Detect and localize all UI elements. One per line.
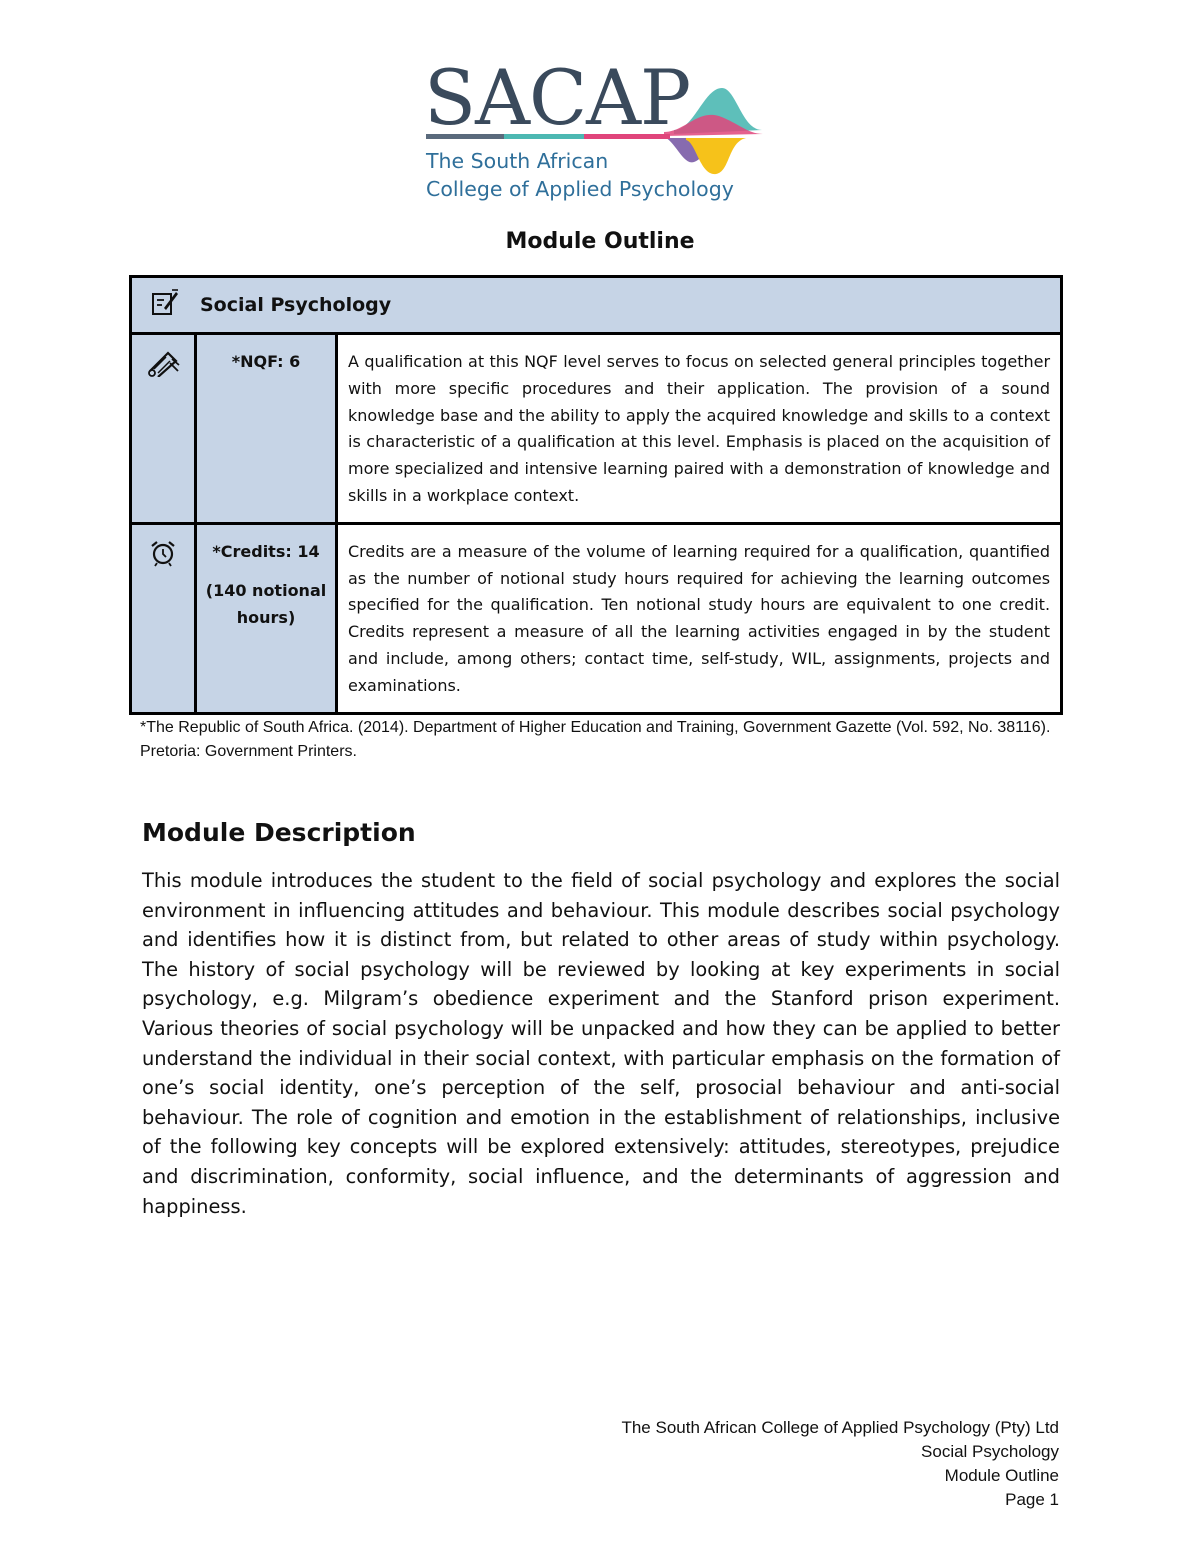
credits-description: Credits are a measure of the volume of learning required for a qualification, quantified as the number of notional study hours required for achieving the learning outcomes specified for the qualification. Ten notional study hours are equivalent to one credit. Credits represent a measure of all the learning activities engaged in by the student and include, among others; contact time, self-study, WIL, assignments, projects and examinations.: [337, 523, 1062, 713]
module-description-heading: Module Description: [142, 818, 416, 847]
notional-hours-note: (140 notional hours): [205, 580, 327, 627]
course-name: Social Psychology: [200, 294, 392, 316]
credits-label: *Credits: 14: [212, 541, 320, 561]
credits-label-cell: [196, 523, 337, 713]
module-description-body: This module introduces the student to the field of social psychology and explores the social environment in influencing attitudes and behaviour. This module describes social psychology and identifies how it is distinct from, but related to other areas of study within psychology. The history of social psychology will be reviewed by looking at key experiments in social psychology, e.g. Milgram’s obedience experiment and the Stanford prison experiment. Various theories of social psychology will be unpacked and how they can be applied to better understand the individual in their social context, with particular emphasis on the formation of one’s social identity, one’s perception of the self, prosocial behaviour and anti-social behaviour. The role of cognition and emotion in the establishment of relationships, inclusive of the following key concepts will be explored extensively: attitudes, stereotypes, prejudice and discrimination, conformity, social influence, and the determinants of aggression and happiness.: [142, 869, 1060, 1218]
logo-line-2: College of Applied Psychology: [426, 177, 734, 201]
alarm-clock-icon: [149, 552, 177, 571]
table-header-row: [131, 277, 1062, 334]
sacap-logo: [424, 58, 769, 208]
table-row: [131, 334, 1062, 524]
footer-document: Module Outline: [944, 1466, 1059, 1485]
nqf-label: *NQF: 6: [231, 352, 301, 371]
nqf-label-cell: [196, 334, 337, 524]
nqf-description: A qualification at this NQF level serves to focus on selected general principles together with more specific procedures and their application. The provision of a sound knowledge base and the ability to apply the acquired knowledge and skills to a context is characteristic of a qualification at this level. Emphasis is placed on the acquisition of more specialized and intensive learning paired with a demonstration of knowledge and skills in a workplace context.: [337, 334, 1062, 524]
page-footer: [621, 1416, 1059, 1512]
module-info-table: [129, 275, 1063, 715]
footer-module: Social Psychology: [921, 1442, 1059, 1461]
footer-page-number: Page 1: [1005, 1490, 1059, 1509]
course-header-cell: [131, 277, 1062, 334]
table-row: [131, 523, 1062, 713]
footnote: *The Republic of South Africa. (2014). Department of Higher Education and Training, Government Gazette (Vol. 592, No. 38116). Pretoria: Government Printers.: [140, 719, 1051, 760]
nqf-icon-cell: [131, 334, 196, 524]
footer-company: The South African College of Applied Psychology (Pty) Ltd: [621, 1418, 1059, 1437]
credits-icon-cell: [131, 523, 196, 713]
logo-acronym: SACAP: [424, 58, 691, 142]
graduation-scroll-icon: [146, 362, 180, 381]
page-title: Module Outline: [505, 229, 695, 254]
logo-line-1: The South African: [426, 149, 609, 173]
edit-note-icon: [150, 288, 180, 322]
